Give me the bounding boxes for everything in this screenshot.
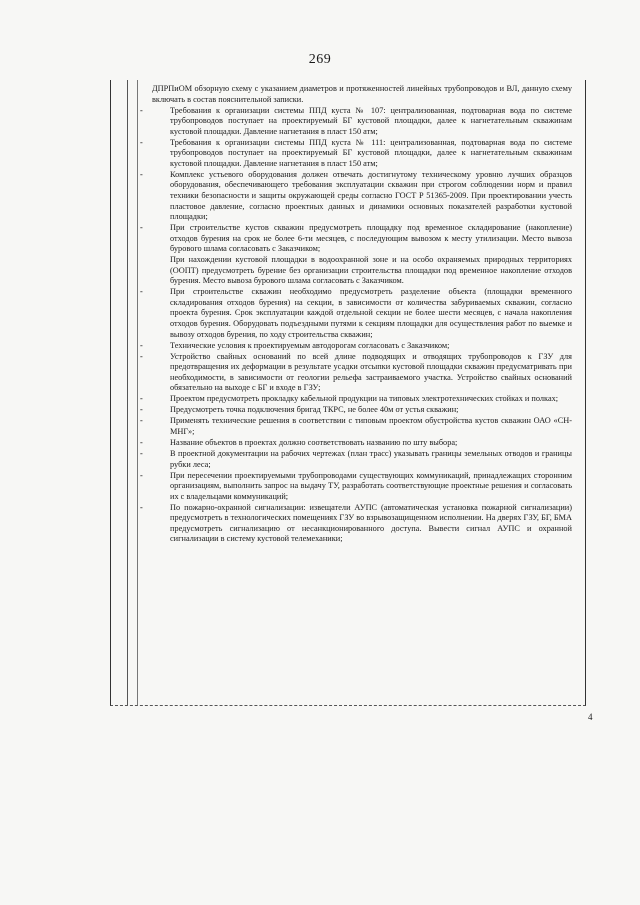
document-body bbox=[140, 84, 572, 546]
bullet-dash: - bbox=[140, 502, 143, 512]
list-item bbox=[140, 502, 572, 545]
list-item bbox=[140, 394, 572, 405]
bullet-dash: - bbox=[140, 449, 143, 459]
bullet-dash: - bbox=[140, 438, 143, 448]
list-item bbox=[140, 351, 572, 394]
list-item-text: По пожарно-охранной сигнализации: извещатели АУПС (автоматическая установка пожарной сигнализации) предусмотреть в технологических помещениях ГЗУ во взрывозащищенном исполнении. На дверях ГЗУ, БГ, БМА предусмотреть сигнализацию от несанкционированного доступа. Вывести сигнал АУПС и охранной сигнализации в систему кустовой телемеханики; bbox=[170, 502, 572, 544]
bullet-dash: - bbox=[140, 169, 143, 179]
list-item-text: Технические условия к проектируемым автодорогам согласовать с Заказчиком; bbox=[170, 340, 450, 350]
list-item bbox=[140, 416, 572, 437]
list-item-text: Название объектов в проектах должно соответствовать названию по шту выбора; bbox=[170, 438, 458, 448]
list-item bbox=[140, 340, 572, 352]
bullet-dash: - bbox=[140, 223, 143, 233]
list-item-text: В проектной документации на рабочих чертежах (план трасс) указывать границы земельных отводов и границы рубки леса; bbox=[170, 449, 572, 469]
bullet-dash: - bbox=[140, 470, 143, 480]
list-item-text: Комплекс устьевого оборудования должен отвечать достигнутому техническому уровню лучших образцов оборудования, обеспечивающего требования эксплуатации скважин при строгом соблюдении норм и правил техники безопасности и защиты окружающей среды согласно ГОСТ Р 51365-2009. При проектировании учесть пластовое давление, согласно проектных данных и динамики основных показателей разработки кустовой площадки; bbox=[170, 169, 572, 222]
list-item-text: Требования к организации системы ППД куста № 107: централизованная, подтоварная вода по системе трубопроводов поступает на проектируемый БГ кустовой площадки, далее к нагнетательным скважинам кустовой площадки. Давление нагнетания в пласт 150 атм; bbox=[170, 105, 572, 136]
bullet-dash: - bbox=[140, 105, 143, 115]
list-item-text: Предусмотреть точка подключения бригад ТКРС, не более 40м от устья скважин; bbox=[170, 405, 459, 415]
list-item bbox=[140, 137, 572, 170]
bullet-dash: - bbox=[140, 340, 143, 350]
list-item-text: При строительстве кустов скважин предусмотреть площадку под временное складирование (накопление) отходов бурения на срок не более 6-ти месяцев, с последующим вывозом к месту утилизации. Место вывоза бурового шлама согласовать с Заказчиком; bbox=[170, 223, 572, 254]
sheet-number: 4 bbox=[588, 712, 593, 722]
bullet-dash: - bbox=[140, 287, 143, 297]
paragraph: ДПРПиОМ обзорную схему с указанием диаметров и протяженностей линейных трубопроводов и ВЛ, данную схему включать в состав пояснительной записки. bbox=[152, 84, 572, 104]
list-item bbox=[140, 470, 572, 503]
page-number: 269 bbox=[308, 52, 332, 67]
bullet-dash: - bbox=[140, 394, 143, 404]
list-item bbox=[140, 438, 572, 449]
list-item bbox=[140, 223, 572, 255]
bullet-dash: - bbox=[140, 416, 143, 426]
list-item-text: При строительстве скважин необходимо предусмотреть разделение объекта (площадки временного складирования отходов бурения) на секции, в зависимости от количества забуриваемых скважин, согласно проекта бурения. Срок эксплуатации каждой отдельной секции не более шести месяцев, с начала накопления отходов бурения. Оборудовать подъездными путями к секциям площадки для осуществления работ по выемке и вывозу отходов бурения, по ходу строительства скважин; bbox=[170, 287, 572, 339]
indented-paragraph: При нахождении кустовой площадки в водоохранной зоне и на особо охраняемых природных территориях (ООПТ) предусмотреть бурение без организации строительства площадки под временное накопление отходов бурения. Место вывоза бурового шлама согласовать с Заказчиком. bbox=[170, 255, 572, 286]
list-item bbox=[140, 287, 572, 340]
bullet-dash: - bbox=[140, 405, 143, 415]
list-item bbox=[140, 169, 572, 223]
list-item-text: При пересечении проектируемыми трубопроводами существующих коммуникаций, принадлежащих сторонним организациям, выполнить запрос на выдачу ТУ, разработать соответствующие проектные решения и согласовать их с владельцами коммуникаций; bbox=[170, 470, 572, 501]
list-item-text: Проектом предусмотреть прокладку кабельной продукции на типовых электротехнических стойках и полках; bbox=[170, 394, 559, 404]
bullet-dash: - bbox=[140, 137, 143, 147]
list-item-text: Требования к организации системы ППД куста № 111: централизованная, подтоварная вода по системе трубопроводов поступает на проектируемый БГ кустовой площадки, далее к нагнетательным скважинам кустовой площадки. Давление нагнетания в пласт 150 атм; bbox=[170, 137, 572, 168]
list-item bbox=[140, 105, 572, 138]
list-item-text: Устройство свайных оснований по всей длине подводящих и отводящих трубопроводов к ГЗУ для предотвращения их деформации в результате усадки отсыпки кустовой площадки скважин предусматривать при необходимости, в зависимости от геологии рельефа застраиваемого участка. Устройство свайных оснований обязательно на выходе с БГ и входе в ГЗУ; bbox=[170, 351, 572, 393]
list-item bbox=[140, 449, 572, 470]
bullet-dash: - bbox=[140, 351, 143, 361]
list-item-text: Применять технические решения в соответствии с типовым проектом обустройства кустов скважин ОАО «СН-МНГ»; bbox=[170, 416, 572, 436]
list-item bbox=[140, 405, 572, 416]
